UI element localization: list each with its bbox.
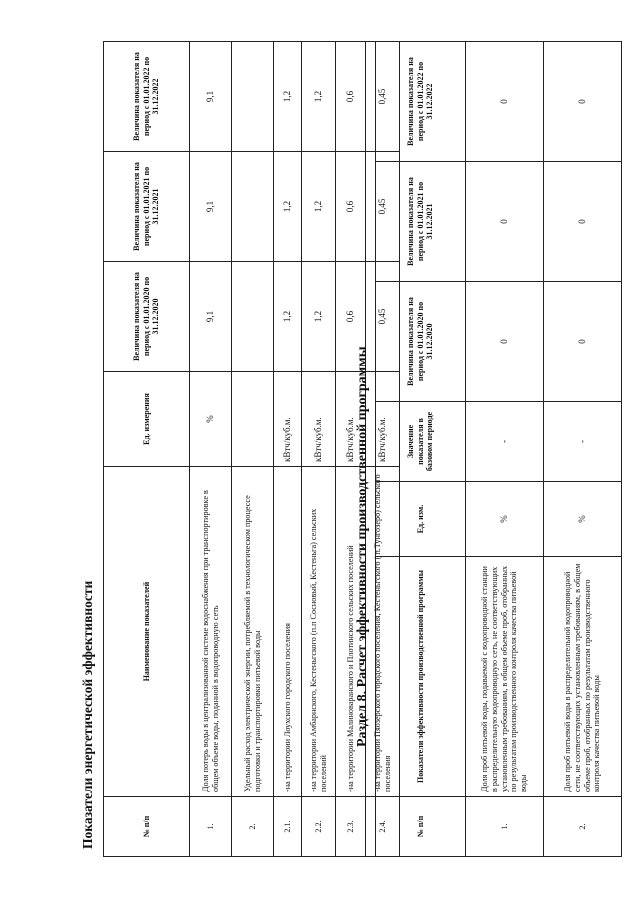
- row-2022: 0: [466, 42, 544, 162]
- row-2022: 1,2: [274, 42, 302, 152]
- row-2020: 9,1: [190, 262, 232, 372]
- row-name: Доля проб питьевой воды в распределительной водопроводной сети, не соответствующих установленным требованиям, в общем объеме проб, отобранных по результатам производственного контроля качества питьевой воды: [544, 557, 622, 797]
- row-base: -: [544, 402, 622, 482]
- header-base: Значение показателя в базовом периоде: [376, 402, 466, 482]
- row-2021: 0: [544, 162, 622, 282]
- row-2022: 0,6: [336, 42, 366, 152]
- header-name: Показатели эффективности производственной программы: [376, 557, 466, 797]
- table-row: [466, 42, 544, 857]
- header-2022: Величина показателя на период с 01.01.2022 по 31.12.2022: [104, 42, 190, 152]
- row-2021: 1,2: [274, 152, 302, 262]
- row-name: -на территории Малиноваранского и Плотинского сельских поселений: [336, 467, 366, 797]
- row-2020: 0: [544, 282, 622, 402]
- table-row: [190, 42, 232, 857]
- table-header-row: [104, 42, 190, 857]
- row-name: -на территории Амбарнского, Кестеньгского (п.п Сосновый, Кестеньга) сельских поселений: [302, 467, 336, 797]
- row-unit: %: [544, 482, 622, 557]
- row-num: 2.3.: [336, 797, 366, 857]
- table-row: [544, 42, 622, 857]
- row-base: -: [466, 402, 544, 482]
- row-2020: 0,6: [336, 262, 366, 372]
- row-unit: %: [190, 372, 232, 467]
- header-unit: Ед. измерения: [104, 372, 190, 467]
- program-efficiency-table: [375, 41, 622, 857]
- row-num: 1.: [466, 797, 544, 857]
- section1-title: Показатели энергетической эффективности: [80, 580, 95, 849]
- row-num: 2.2.: [302, 797, 336, 857]
- row-name: -на территории Пяозерского городского поселения, Кестеньгского ( п.Тунгозеро) сельского поселения: [366, 467, 400, 797]
- row-unit: кВтч/куб.м.: [274, 372, 302, 467]
- row-num: 1.: [190, 797, 232, 857]
- row-2020: 0: [466, 282, 544, 402]
- row-2020: 1,2: [302, 262, 336, 372]
- header-2021: Величина показателя на период с 01.01.2021 по 31.12.2021: [376, 162, 466, 282]
- row-2021: [232, 152, 274, 262]
- section2-title: Раздел 8. Расчет эффективности производственной программы: [355, 346, 370, 747]
- header-num: № п/п: [104, 797, 190, 857]
- row-unit: кВтч/куб.м.: [336, 372, 366, 467]
- table-row: [232, 42, 274, 857]
- row-num: 2.4.: [366, 797, 400, 857]
- header-name: Наименование показателей: [104, 467, 190, 797]
- row-unit: кВтч/куб.м.: [366, 372, 400, 467]
- row-num: 2.: [232, 797, 274, 857]
- row-name: Доля потерь воды в централизованной системе водоснабжения при транспортировке в общем объеме воды, поданной в водопроводную сеть: [190, 467, 232, 797]
- row-2022: 0: [544, 42, 622, 162]
- row-2020: 1,2: [274, 262, 302, 372]
- row-name: Удельный расход электрической энергии, потребляемой в технологическом процессе подготовки и транспортировки питьевой воды: [232, 467, 274, 797]
- row-num: 2.: [544, 797, 622, 857]
- header-2022: Величина показателя на период с 01.01.2022 по 31.12.2022: [376, 42, 466, 162]
- header-unit: Ед. изм.: [376, 482, 466, 557]
- header-num: № п/п: [376, 797, 466, 857]
- row-2020: 0,45: [366, 262, 400, 372]
- rotated-document-page: [20, 27, 620, 877]
- row-unit: кВтч/куб.м.: [302, 372, 336, 467]
- row-name: -на территории Лоухского городского поселения: [274, 467, 302, 797]
- row-unit: %: [466, 482, 544, 557]
- header-2020: Величина показателя на период с 01.01.2020 по 31.12.2020: [376, 282, 466, 402]
- row-2020: [232, 262, 274, 372]
- row-2022: 0,45: [366, 42, 400, 152]
- row-2021: 0,45: [366, 152, 400, 262]
- row-2022: 9,1: [190, 42, 232, 152]
- header-2021: Величина показателя на период с 01.01.2021 по 31.12.2021: [104, 152, 190, 262]
- row-2022: 1,2: [302, 42, 336, 152]
- header-2020: Величина показателя на период с 01.01.2020 по 31.12.2020: [104, 262, 190, 372]
- row-unit: [232, 372, 274, 467]
- table-header-row: [376, 42, 466, 857]
- row-2021: 0: [466, 162, 544, 282]
- row-2021: 0,6: [336, 152, 366, 262]
- row-num: 2.1.: [274, 797, 302, 857]
- row-2021: 9,1: [190, 152, 232, 262]
- row-2022: [232, 42, 274, 152]
- row-2021: 1,2: [302, 152, 336, 262]
- table-row: [302, 42, 336, 857]
- table-row: [274, 42, 302, 857]
- row-name: Доля проб питьевой воды, подаваемой с водопроводной станции в распределительную водопроводную сеть, не соответствующих установленным требованиям, в общем объеме проб, отобранных по результатам производственного контроля качества питьевой воды: [466, 557, 544, 797]
